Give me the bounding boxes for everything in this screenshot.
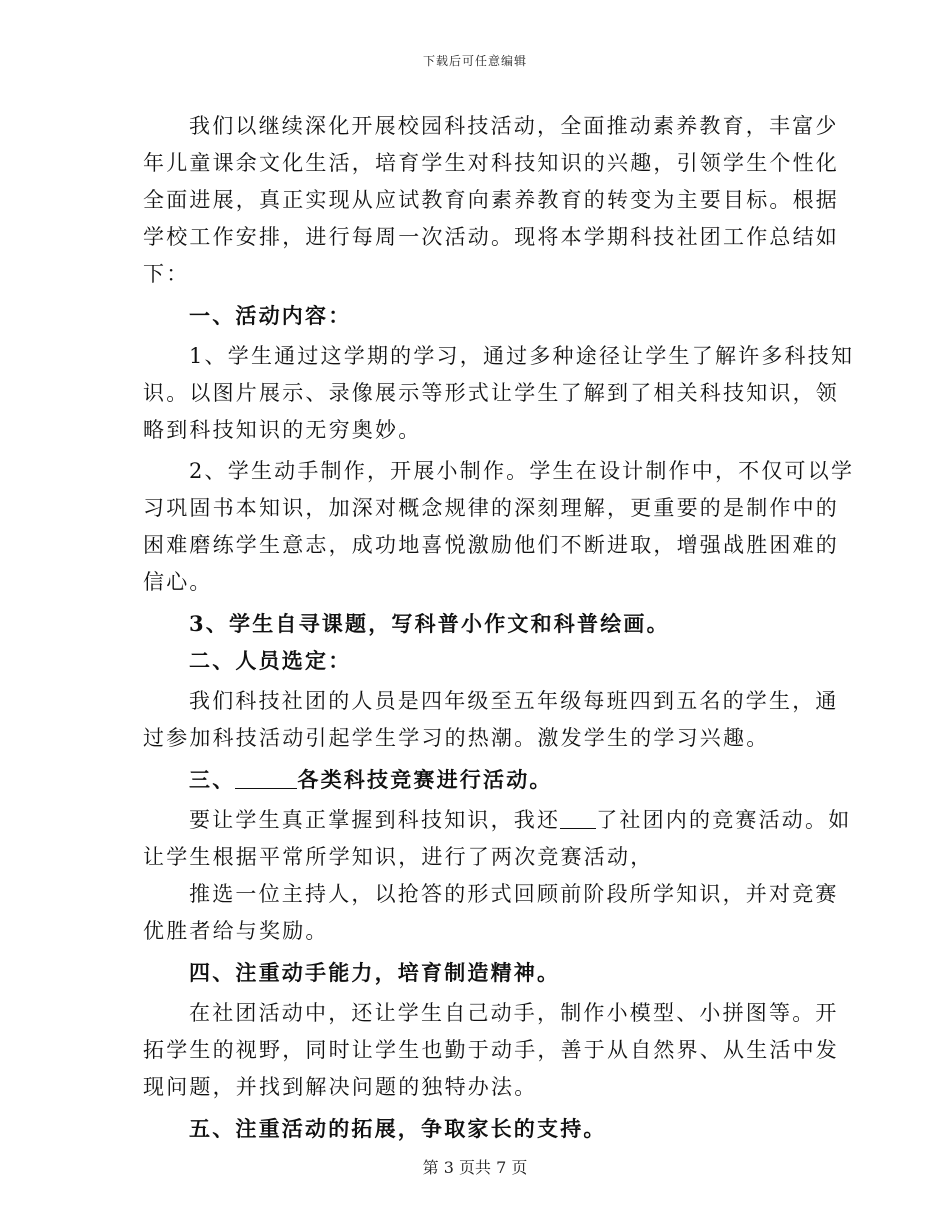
- intro-line-1: 我们以继续深化开展校园科技活动，全面推动素养教育，丰富少: [189, 114, 839, 138]
- section2-line-1: 我们科技社团的人员是四年级至五年级每班四到五名的学生，通: [189, 689, 839, 713]
- section-heading-4: 四、注重动手能力，培育制造精神。: [189, 960, 561, 985]
- section3-line-1-suffix: 了社团内的竞赛活动。如: [596, 808, 852, 832]
- intro-line-5: 下：: [143, 262, 190, 286]
- item2-line-4: 信心。: [143, 570, 213, 594]
- section4-line-3: 现问题，并找到解决问题的独特办法。: [143, 1075, 538, 1099]
- fill-in-blank: [560, 806, 596, 829]
- page-number: 第 3 页共 7 页: [422, 1158, 528, 1177]
- page-header: 下载后可任意编辑: [422, 54, 527, 68]
- section-heading-5: 五、注重活动的拓展，争取家长的支持。: [189, 1116, 607, 1141]
- section3-line-1: [143, 802, 852, 839]
- section-heading-3: [143, 761, 803, 798]
- section-heading-1: 一、活动内容：: [189, 303, 352, 328]
- fill-in-blank: [235, 766, 297, 789]
- item1-line-3: 略到科技知识的无穷奥妙。: [143, 418, 422, 442]
- item3-line: 3、学生自寻课题，写科普小作文和科普绘画。: [189, 611, 670, 636]
- section3-line-4: 优胜者给与奖励。: [143, 919, 329, 943]
- section3-heading-suffix: 各类科技竞赛进行活动。: [297, 767, 553, 792]
- section3-heading-prefix: 三、: [189, 767, 236, 792]
- item2-line-2: 习巩固书本知识，加深对概念规律的深刻理解，更重要的是制作中的: [143, 496, 839, 520]
- section-heading-2: 二、人员选定：: [189, 648, 352, 673]
- item2-line-1: 2、学生动手制作，开展小制作。学生在设计制作中，不仅可以学: [189, 459, 855, 483]
- section3-line-2: 让学生根据平常所学知识，进行了两次竞赛活动，: [143, 845, 654, 869]
- intro-line-2: 年儿童课余文化生活，培育学生对科技知识的兴趣，引领学生个性化: [143, 151, 839, 175]
- section3-line-1-prefix: 要让学生真正掌握到科技知识，我还: [189, 808, 561, 832]
- intro-line-4: 学校工作安排，进行每周一次活动。现将本学期科技社团工作总结如: [143, 225, 839, 249]
- section2-line-2: 过参加科技活动引起学生学习的热潮。激发学生的学习兴趣。: [143, 726, 770, 750]
- item2-line-3: 困难磨练学生意志，成功地喜悦激励他们不断进取，增强战胜困难的: [143, 533, 839, 557]
- section3-line-3: 推选一位主持人，以抢答的形式回顾前阶段所学知识，并对竞赛: [189, 882, 839, 906]
- intro-line-3: 全面进展，真正实现从应试教育向素养教育的转变为主要目标。根据: [143, 188, 839, 212]
- item1-line-1: 1、学生通过这学期的学习，通过多种途径让学生了解许多科技知: [189, 344, 855, 368]
- section4-line-1: 在社团活动中，还让学生自己动手，制作小模型、小拼图等。开: [189, 1001, 839, 1025]
- item1-line-2: 识。以图片展示、录像展示等形式让学生了解到了相关科技知识，领: [143, 381, 839, 405]
- document-body: [143, 108, 855, 1147]
- section4-line-2: 拓学生的视野，同时让学生也勤于动手，善于从自然界、从生活中发: [143, 1038, 839, 1062]
